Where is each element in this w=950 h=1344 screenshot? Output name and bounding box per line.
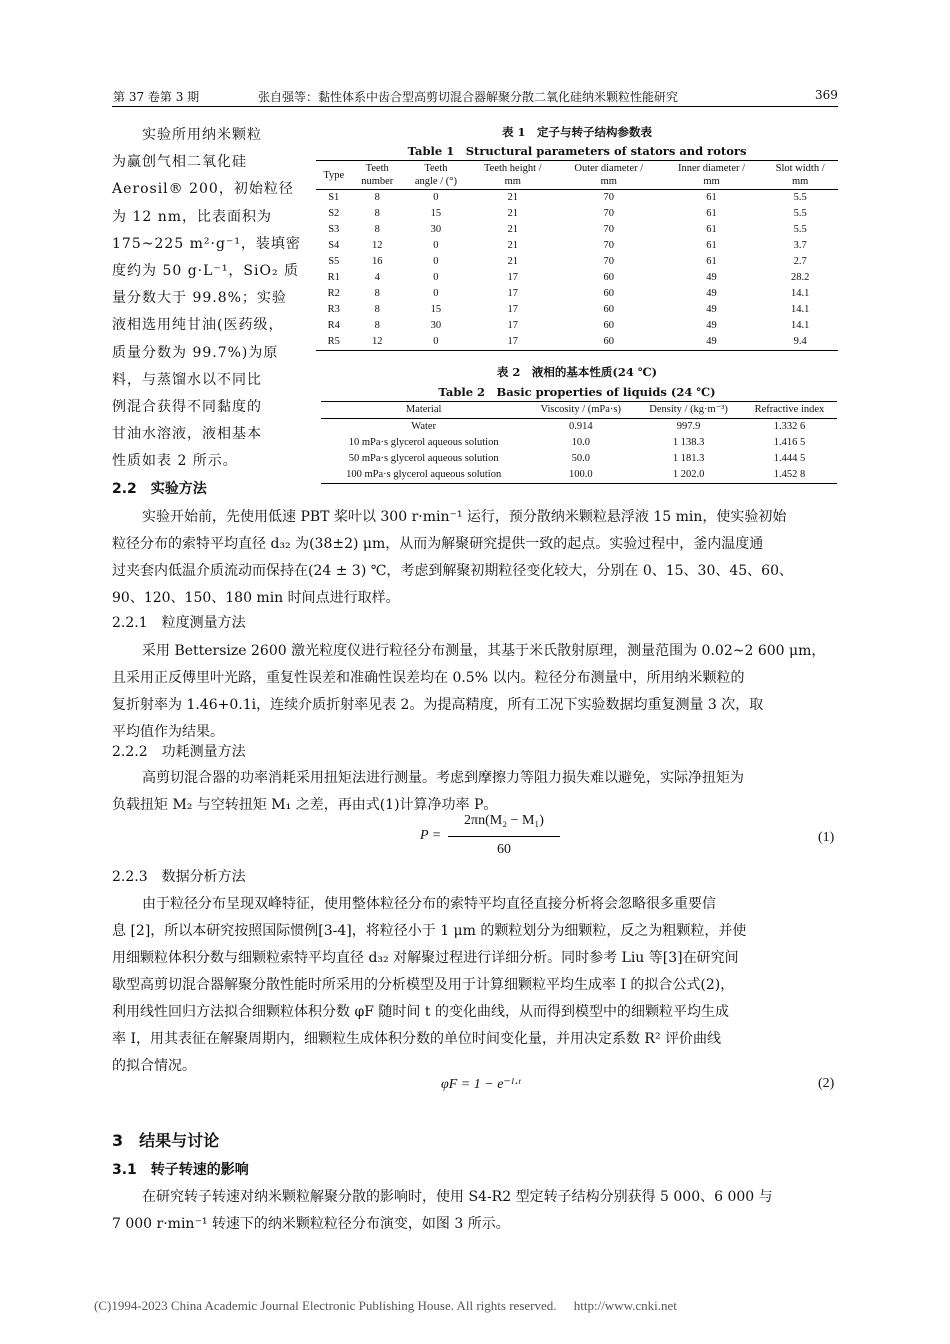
table1-cell: 4 — [374, 272, 380, 283]
table2-cell: 1 181.3 — [672, 453, 705, 464]
table1-cell: 8 — [374, 208, 380, 219]
table1-cell: S4 — [328, 240, 340, 251]
table1-cell: 60 — [603, 288, 615, 299]
running-title: 张自强等：黏性体系中齿合型高剪切混合器解聚分散二氧化硅纳米颗粒性能研究 — [258, 90, 679, 104]
table1 — [316, 160, 838, 351]
table1-cell: 8 — [374, 288, 380, 299]
paragraph-line: 歇型高剪切混合器解聚分散性能时所采用的分析模型及用于计算细颗粒平均生成率 I 的拟合公式(2)， — [112, 977, 735, 993]
table1-cell: 8 — [374, 224, 380, 235]
table1-row — [316, 206, 838, 222]
table1-row — [316, 254, 838, 270]
table1-cell: S1 — [328, 192, 340, 203]
paragraph-line: 复折射率为 1.46+0.1i，连续介质折射率见表 2。为提高精度，所有工况下实验数据均重复测量 3 次，取 — [112, 697, 764, 713]
table1-cell: 0 — [433, 336, 439, 347]
table1-header-cell — [661, 161, 762, 190]
paragraph-line: 率 I，用其表征在解聚周期内，细颗粒生成体积分数的单位时间变化量，并用决定系数 R² 评价曲线 — [112, 1031, 722, 1047]
table1-header-cell — [762, 161, 838, 190]
table1-header-line: mm — [504, 176, 521, 187]
table1-cell: 14.1 — [790, 304, 810, 315]
table2-cell: 1 202.0 — [672, 469, 705, 480]
table2-header-cell: Density / (kg·m⁻³) — [649, 404, 728, 415]
table2-cell: 1.416 5 — [773, 437, 806, 448]
section-3-title: 3 结果与讨论 — [112, 1131, 220, 1150]
paragraph-line: 且采用正反傅里叶光路，重复性误差和准确性误差均在 0.5% 以内。粒径分布测量中，所用纳米颗粒的 — [112, 670, 745, 686]
table1-header-line: Outer diameter / — [574, 163, 644, 174]
table1-header-line: angle / (°) — [414, 176, 457, 187]
table1-header-line: mm — [703, 176, 720, 187]
left-column-line: Aerosil® 200，初始粒径 — [112, 181, 294, 198]
table1-header-line: Type — [323, 169, 345, 181]
table1-cell: 5.5 — [793, 224, 807, 235]
table2-caption-cn: 表 2 液相的基本性质(24 ℃) — [496, 365, 658, 379]
table1-cell: 70 — [603, 192, 615, 203]
table1-header-line: Teeth height / — [484, 163, 542, 174]
table1-cell: 3.7 — [793, 240, 807, 251]
table1-row — [316, 286, 838, 302]
table1-row — [316, 190, 838, 207]
table1-header-line: mm — [791, 176, 809, 187]
paragraph-line: 利用线性回归方法拟合细颗粒体积分数 φF 随时间 t 的变化曲线，从而得到模型中的细颗粒平均生成 — [112, 1004, 729, 1020]
table2-cell: 10.0 — [571, 437, 590, 448]
table1-cell: 60 — [603, 336, 615, 347]
paragraph-line: 由于粒径分布呈现双峰特征，使用整体粒径分布的索特平均直径直接分析将会忽略很多重要信 — [142, 896, 716, 912]
table1-cell: 61 — [706, 240, 717, 251]
table1-cell: 8 — [374, 320, 380, 331]
eq2-label: (2) — [818, 1076, 835, 1091]
table2-row — [321, 451, 837, 467]
table1-cell: R1 — [327, 272, 340, 283]
table1-cell: 49 — [706, 288, 717, 299]
left-column-line: 例混合获得不同黏度的 — [112, 399, 262, 415]
table1-cell: 70 — [603, 224, 615, 235]
left-column-line: 为 12 nm，比表面积为 — [112, 208, 273, 225]
eq1-label: (1) — [818, 830, 835, 845]
paragraph-line: 过夹套内低温介质流动而保持在(24 ± 3) ℃，考虑到解聚初期粒径变化较大，分别在 0、15、30、45、60、 — [112, 563, 794, 579]
table1-cell: 70 — [603, 208, 615, 219]
table1-header-cell — [403, 161, 469, 190]
table2-cell: 100 mPa·s glycerol aqueous solution — [346, 469, 502, 480]
table1-cell: R3 — [327, 304, 340, 315]
eq1-denominator: 60 — [497, 842, 511, 857]
table2-cell: Water — [411, 421, 437, 432]
table1-cell: 30 — [430, 224, 442, 235]
left-column-line: 实验所用纳米颗粒 — [142, 127, 262, 143]
table2-header-cell: Refractive index — [754, 404, 825, 415]
table1-cell: 17 — [507, 304, 519, 315]
table1-cell: 28.2 — [790, 272, 810, 283]
table1-cell: 14.1 — [790, 288, 810, 299]
eq1-numerator: 2πn(M₂ − M₁) — [464, 813, 544, 828]
table1-header-line: Slot width / — [775, 163, 825, 174]
table1-cell: 5.5 — [793, 208, 807, 219]
table1-cell: 8 — [374, 304, 380, 315]
section-2-2-1-title: 2.2.1 粒度测量方法 — [112, 615, 246, 631]
paragraph-line: 粒径分布的索特平均直径 d₃₂ 为(38±2) μm，从而为解聚研究提供一致的起点。实验过程中，釜内温度通 — [112, 536, 764, 552]
table2-cell: 1 138.3 — [672, 437, 705, 448]
table1-cell: 17 — [507, 272, 519, 283]
table2-header-cell: Material — [405, 404, 442, 415]
table1-cell: 21 — [507, 224, 519, 235]
table2-row — [321, 435, 837, 451]
table1-cell: S3 — [328, 224, 340, 235]
table1-header-cell — [316, 161, 351, 190]
table1-caption-en: Table 1 Structural parameters of stators and rotors — [407, 144, 747, 158]
table1-cell: 17 — [507, 336, 519, 347]
left-column-line: 液相选用纯甘油(医药级， — [112, 317, 284, 334]
paragraph-line: 采用 Bettersize 2600 激光粒度仪进行粒径分布测量，其基于米氏散射原理，测量范围为 0.02~2 600 μm， — [142, 643, 826, 659]
left-column-line: 度约为 50 g·L⁻¹，SiO₂ 质 — [112, 263, 300, 279]
table1-cell: 61 — [706, 192, 717, 203]
table2-header-cell: Viscosity / (mPa·s) — [540, 404, 621, 415]
table1-row — [316, 270, 838, 286]
paragraph-line: 息 [2]，所以本研究按照国际惯例[3-4]，将粒径小于 1 μm 的颗粒划分为细颗粒，反之为粗颗粒，并使 — [112, 923, 747, 939]
table1-row — [316, 334, 838, 351]
table1-header-line: mm — [600, 176, 617, 187]
table1-caption-cn: 表 1 定子与转子结构参数表 — [501, 125, 652, 139]
table1-cell: 17 — [507, 320, 519, 331]
table1-cell: 0 — [433, 256, 439, 267]
table1-cell: R5 — [327, 336, 340, 347]
table1-header-cell — [351, 161, 403, 190]
section-2-2-title: 2.2 实验方法 — [112, 481, 207, 497]
table1-cell: 61 — [706, 208, 717, 219]
table1-cell: 16 — [371, 256, 383, 267]
footer-url[interactable]: http://www.cnki.net — [573, 1298, 677, 1313]
table1-cell: 0 — [433, 288, 439, 299]
page-number: 369 — [815, 88, 838, 102]
journal-issue: 第 37 卷第 3 期 — [113, 90, 200, 104]
paragraph-line: 负载扭矩 M₂ 与空转扭矩 M₁ 之差，再由式(1)计算净功率 P。 — [112, 797, 498, 813]
table1-cell: 60 — [603, 320, 615, 331]
table1-cell: 0 — [433, 272, 439, 283]
table1-cell: 0 — [433, 192, 439, 203]
table2-cell: 50.0 — [571, 453, 590, 464]
left-column-line: 甘油水溶液，液相基本 — [112, 426, 262, 443]
table1-cell: 14.1 — [790, 320, 810, 331]
table1-cell: 61 — [706, 256, 717, 267]
table1-cell: 21 — [507, 208, 519, 219]
section-2-2-3-title: 2.2.3 数据分析方法 — [112, 869, 246, 885]
table2-caption-en: Table 2 Basic properties of liquids (24 ℃) — [438, 385, 716, 399]
paragraph-line: 在研究转子转速对纳米颗粒解聚分散的影响时，使用 S4-R2 型定转子结构分别获得 5 000、6 000 与 — [142, 1189, 773, 1205]
paragraph-line: 用细颗粒体积分数与细颗粒索特平均直径 d₃₂ 对解聚过程进行详细分析。同时参考 Liu 等[3]在研究间 — [112, 950, 739, 966]
table1-cell: S2 — [328, 208, 340, 219]
table1-cell: 17 — [507, 288, 519, 299]
eq1-lhs: P = — [420, 828, 442, 843]
table1-cell: 49 — [706, 272, 717, 283]
table1-cell: 2.7 — [793, 256, 807, 267]
table1-cell: 70 — [603, 256, 615, 267]
paragraph-line: 平均值作为结果。 — [112, 724, 224, 740]
table2-cell: 1.444 5 — [773, 453, 806, 464]
table1-header-line: Teeth — [365, 163, 389, 174]
table1-header-cell — [557, 161, 661, 190]
table1-cell: 61 — [706, 224, 717, 235]
table1-cell: 60 — [603, 304, 615, 315]
left-column-line: 性质如表 2 所示。 — [112, 453, 238, 470]
header-rule — [112, 106, 838, 107]
table2-row — [321, 467, 837, 484]
table1-cell: 8 — [374, 192, 380, 203]
table1-cell: 15 — [430, 208, 442, 219]
table2-cell: 100.0 — [568, 469, 593, 480]
footer — [94, 1298, 677, 1314]
section-3-1-title: 3.1 转子转速的影响 — [112, 1162, 249, 1178]
table2-cell: 50 mPa·s glycerol aqueous solution — [348, 453, 499, 464]
table1-cell: R4 — [327, 320, 340, 331]
table1-cell: 15 — [430, 304, 442, 315]
table1-cell: 49 — [706, 304, 717, 315]
paragraph-line: 90、120、150、180 min 时间点进行取样。 — [112, 590, 400, 606]
table1-cell: 21 — [507, 256, 519, 267]
footer-copyright: (C)1994-2023 China Academic Journal Electronic Publishing House. All rights reserved. — [94, 1298, 557, 1313]
table1-cell: 5.5 — [793, 192, 807, 203]
left-column-line: 量分数大于 99.8%；实验 — [112, 290, 287, 307]
table2-cell: 10 mPa·s glycerol aqueous solution — [348, 437, 499, 448]
table1-cell: 0 — [433, 240, 439, 251]
left-column-line: 质量分数为 99.7%)为原 — [112, 344, 279, 361]
table1-header-line: number — [361, 176, 394, 187]
left-column-line: 为赢创气相二氧化硅 — [112, 154, 247, 171]
table1-cell: 60 — [603, 272, 615, 283]
paragraph-line: 7 000 r·min⁻¹ 转速下的纳米颗粒粒径分布演变，如图 3 所示。 — [112, 1216, 510, 1232]
table2-cell: 997.9 — [676, 421, 701, 432]
paragraph-line: 的拟合情况。 — [112, 1058, 196, 1074]
table1-cell: 12 — [371, 240, 383, 251]
left-column-line: 175~225 m²·g⁻¹，装填密 — [112, 235, 301, 252]
table1-row — [316, 238, 838, 254]
eq1-fraction-bar — [448, 836, 560, 837]
table1-row — [316, 302, 838, 318]
table1-header-line: Inner diameter / — [677, 163, 746, 174]
table1-row — [316, 222, 838, 238]
table2 — [321, 401, 837, 484]
table1-cell: S5 — [328, 256, 340, 267]
section-2-2-2-title: 2.2.2 功耗测量方法 — [112, 744, 246, 760]
table2-row — [321, 419, 837, 436]
table1-cell: 9.4 — [793, 336, 807, 347]
left-column-line: 料，与蒸馏水以不同比 — [112, 371, 262, 388]
table1-header-cell — [469, 161, 557, 190]
table1-cell: 21 — [507, 240, 519, 251]
table1-cell: R2 — [327, 288, 340, 299]
paragraph-line: 实验开始前，先使用低速 PBT 桨叶以 300 r·min⁻¹ 运行，预分散纳米颗粒悬浮液 15 min，使实验初始 — [142, 509, 787, 525]
table1-header-line: Teeth — [424, 163, 448, 174]
table1-cell: 12 — [371, 336, 383, 347]
eq2: φF = 1 − e⁻ᴵ·ᵗ — [441, 1077, 521, 1092]
table2-cell: 0.914 — [568, 421, 593, 432]
table1-row — [316, 318, 838, 334]
table1-cell: 49 — [706, 336, 717, 347]
table1-cell: 49 — [706, 320, 717, 331]
table1-cell: 30 — [430, 320, 442, 331]
table2-cell: 1.332 6 — [773, 421, 806, 432]
table1-cell: 70 — [603, 240, 615, 251]
table1-cell: 21 — [507, 192, 519, 203]
table2-cell: 1.452 8 — [773, 469, 806, 480]
paragraph-line: 高剪切混合器的功率消耗采用扭矩法进行测量。考虑到摩擦力等阻力损失难以避免，实际净扭矩为 — [142, 770, 744, 786]
